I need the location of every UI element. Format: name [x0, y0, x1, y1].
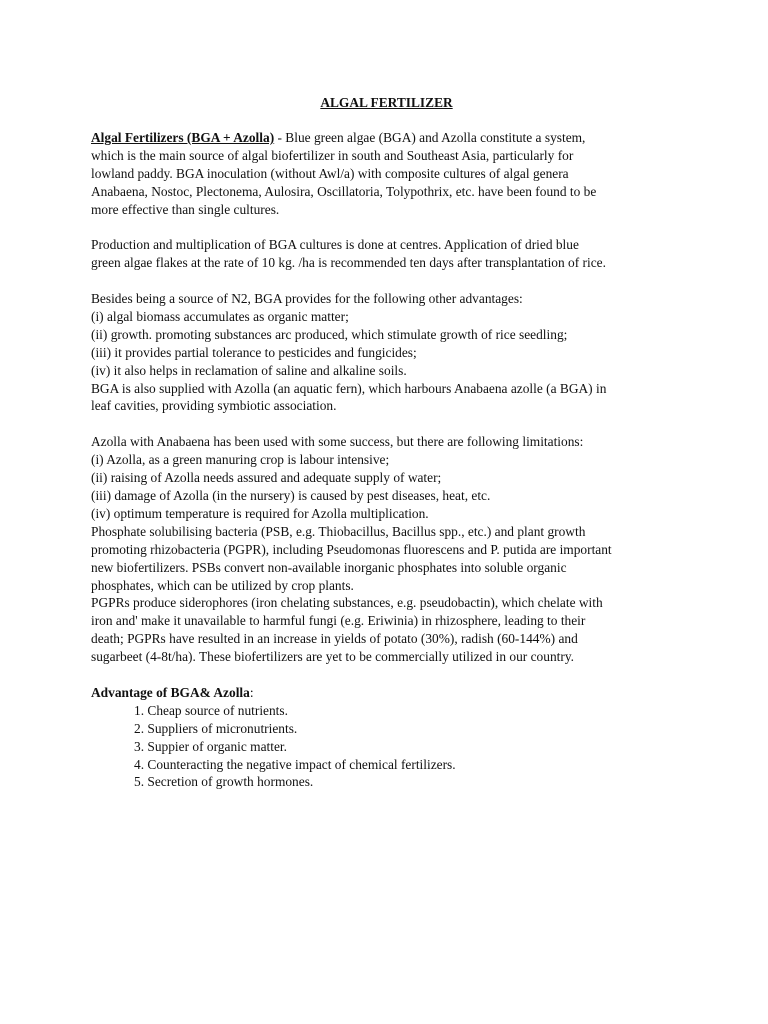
production-paragraph [91, 236, 678, 272]
limitations-line: Azolla with Anabaena has been used with some success, but there are following limitations: [91, 434, 584, 450]
paragraph-gap [91, 415, 678, 433]
advantages-line: leaf cavities, providing symbiotic association. [91, 398, 337, 414]
intro-heading: Algal Fertilizers (BGA + Azolla) [91, 129, 275, 145]
limitations-line: sugarbeet (4-8t/ha). These biofertilizers are yet to be commercially utilized in our country. [91, 649, 574, 665]
advantages-line: (iii) it provides partial tolerance to pesticides and fungicides; [91, 344, 417, 360]
limitations-line: promoting rhizobacteria (PGPR), including Pseudomonas fluorescens and P. putida are important [91, 541, 612, 557]
limitations-line: PGPRs produce siderophores (iron chelating substances, e.g. pseudobactin), which chelate with [91, 595, 603, 611]
intro-paragraph [91, 129, 678, 219]
advantages-line: (i) algal biomass accumulates as organic matter; [91, 308, 349, 324]
limitations-line: (i) Azolla, as a green manuring crop is labour intensive; [91, 452, 390, 468]
advantage-heading: Advantage of BGA& Azolla [91, 684, 250, 700]
advantages-line: BGA is also supplied with Azolla (an aquatic fern), which harbours Anabaena azolle (a BGA) in [91, 380, 607, 396]
advantages-line: (iv) it also helps in reclamation of saline and alkaline soils. [91, 362, 407, 378]
advantage-heading-colon: : [249, 684, 254, 700]
paragraph-gap [91, 666, 678, 684]
list-item: 2. Suppliers of micronutrients. [134, 720, 298, 736]
limitations-line: (iii) damage of Azolla (in the nursery) is caused by pest diseases, heat, etc. [91, 487, 491, 503]
intro-line: - Blue green algae (BGA) and Azolla constitute a system, [274, 129, 586, 145]
limitations-line: (ii) raising of Azolla needs assured and adequate supply of water; [91, 470, 442, 486]
limitations-line: Phosphate solubilising bacteria (PSB, e.g. Thiobacillus, Bacillus spp., etc.) and plant growth [91, 523, 586, 539]
list-item: 4. Counteracting the negative impact of chemical fertilizers. [134, 756, 456, 772]
list-item: 3. Suppier of organic matter. [134, 738, 287, 754]
intro-line: Anabaena, Nostoc, Plectonema, Aulosira, Oscillatoria, Tolypothrix, etc. have been found to be [91, 183, 597, 199]
advantages-paragraph [91, 290, 678, 415]
advantage-list [91, 702, 678, 792]
intro-line: lowland paddy. BGA inoculation (without Awl/a) with composite cultures of algal genera [91, 165, 569, 181]
intro-line: more effective than single cultures. [91, 201, 280, 217]
limitations-line: death; PGPRs have resulted in an increase in yields of potato (30%), radish (60-144%) and [91, 631, 578, 647]
paragraph-gap [91, 218, 678, 236]
production-line: green algae flakes at the rate of 10 kg. /ha is recommended ten days after transplantation of rice. [91, 255, 606, 271]
limitations-line: new biofertilizers. PSBs convert non-available inorganic phosphates into soluble organic [91, 559, 567, 575]
limitations-line: iron and' make it unavailable to harmful fungi (e.g. Eriwinia) in rhizosphere, leading to their [91, 613, 586, 629]
advantages-line: Besides being a source of N2, BGA provides for the following other advantages: [91, 291, 523, 307]
production-line: Production and multiplication of BGA cultures is done at centres. Application of dried blue [91, 237, 579, 253]
limitations-line: phosphates, which can be utilized by crop plants. [91, 577, 354, 593]
limitations-line: (iv) optimum temperature is required for Azolla multiplication. [91, 505, 429, 521]
list-item: 1. Cheap source of nutrients. [134, 702, 288, 718]
advantage-heading-line [91, 684, 678, 702]
paragraph-gap [91, 272, 678, 290]
intro-line: which is the main source of algal biofertilizer in south and Southeast Asia, particularly for [91, 147, 574, 163]
list-item: 5. Secretion of growth hormones. [134, 774, 314, 790]
advantages-line: (ii) growth. promoting substances arc produced, which stimulate growth of rice seedling; [91, 326, 568, 342]
limitations-paragraph [91, 433, 678, 666]
document-title: ALGAL FERTILIZER [320, 95, 453, 110]
